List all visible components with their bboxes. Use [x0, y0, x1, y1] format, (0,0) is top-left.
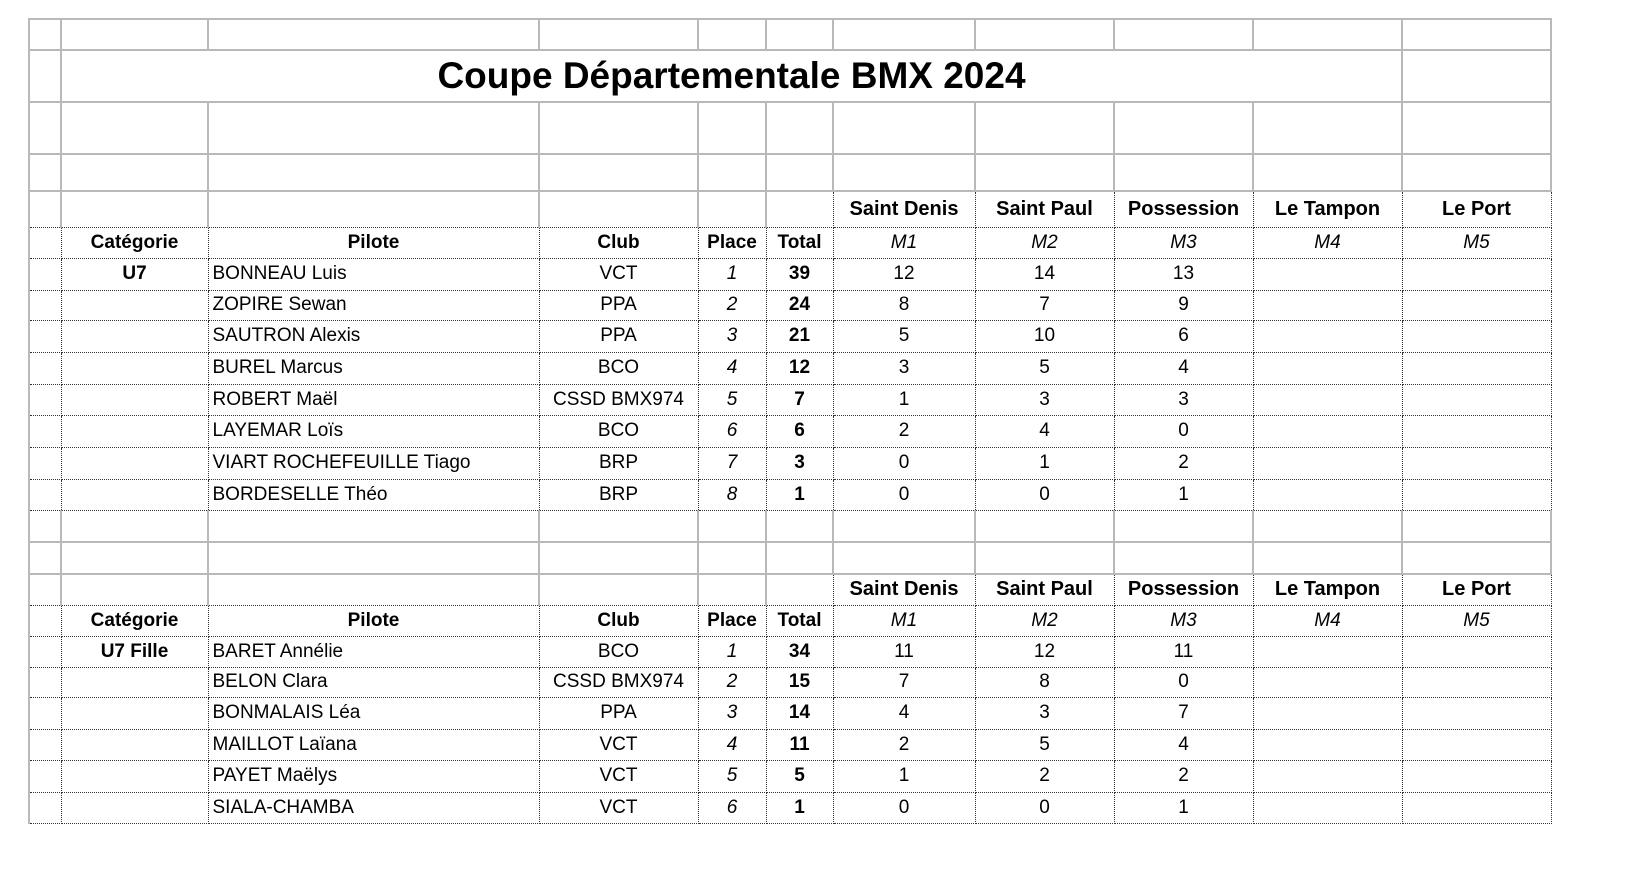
empty-cell[interactable]: [29, 729, 61, 760]
venue-row: [29, 191, 1551, 227]
empty-cell[interactable]: [29, 258, 61, 290]
empty-cell[interactable]: [29, 510, 61, 542]
empty-cell[interactable]: [766, 154, 833, 191]
empty-cell[interactable]: [539, 191, 698, 227]
club-cell[interactable]: BRP: [539, 447, 698, 479]
empty-cell[interactable]: [208, 19, 539, 50]
venue-header[interactable]: Le Port: [1402, 191, 1551, 227]
round-score-cell[interactable]: 9: [1114, 290, 1253, 320]
column-header-round[interactable]: M4: [1253, 227, 1402, 258]
category-cell[interactable]: [61, 667, 208, 697]
round-score-cell[interactable]: 3: [975, 697, 1114, 729]
category-cell[interactable]: U7: [61, 258, 208, 290]
place-cell[interactable]: 1: [698, 258, 766, 290]
empty-row: [29, 102, 1551, 154]
empty-cell[interactable]: [61, 102, 208, 154]
column-header-round[interactable]: M5: [1402, 227, 1551, 258]
rider-row: [29, 760, 1551, 792]
empty-cell[interactable]: [975, 102, 1114, 154]
place-cell[interactable]: 2: [698, 667, 766, 697]
round-score-cell[interactable]: 3: [833, 352, 975, 384]
place-cell[interactable]: 3: [698, 320, 766, 352]
empty-cell[interactable]: [29, 479, 61, 510]
round-score-cell[interactable]: [1253, 792, 1402, 823]
round-score-cell[interactable]: [1253, 290, 1402, 320]
round-score-cell[interactable]: [1253, 479, 1402, 510]
round-score-cell[interactable]: 7: [1114, 697, 1253, 729]
column-header-round[interactable]: M1: [833, 605, 975, 636]
empty-cell[interactable]: [208, 574, 539, 605]
round-score-cell[interactable]: 8: [975, 667, 1114, 697]
column-header-categorie[interactable]: Catégorie: [61, 605, 208, 636]
empty-cell[interactable]: [975, 154, 1114, 191]
empty-cell[interactable]: [29, 447, 61, 479]
round-score-cell[interactable]: 10: [975, 320, 1114, 352]
round-score-cell[interactable]: [1253, 352, 1402, 384]
club-cell[interactable]: VCT: [539, 258, 698, 290]
empty-cell[interactable]: [29, 154, 61, 191]
category-cell[interactable]: [61, 352, 208, 384]
round-score-cell[interactable]: 4: [1114, 352, 1253, 384]
empty-cell[interactable]: [766, 191, 833, 227]
empty-cell[interactable]: [208, 154, 539, 191]
round-score-cell[interactable]: [1402, 636, 1551, 667]
empty-cell[interactable]: [29, 191, 61, 227]
total-cell[interactable]: 24: [766, 290, 833, 320]
pilote-cell[interactable]: BUREL Marcus: [208, 352, 539, 384]
empty-cell[interactable]: [1402, 50, 1551, 102]
round-score-cell[interactable]: [1402, 479, 1551, 510]
round-score-cell[interactable]: 1: [1114, 479, 1253, 510]
round-score-cell[interactable]: 1: [833, 384, 975, 415]
empty-cell[interactable]: [29, 19, 61, 50]
venue-header[interactable]: Possession: [1114, 191, 1253, 227]
category-cell[interactable]: [61, 729, 208, 760]
table-body: [29, 19, 1551, 823]
total-cell[interactable]: 14: [766, 697, 833, 729]
empty-cell[interactable]: [29, 352, 61, 384]
empty-cell[interactable]: [1253, 510, 1402, 542]
round-score-cell[interactable]: [1402, 290, 1551, 320]
empty-cell[interactable]: [208, 542, 539, 574]
empty-cell[interactable]: [29, 697, 61, 729]
empty-cell[interactable]: [539, 574, 698, 605]
round-score-cell[interactable]: 12: [833, 258, 975, 290]
empty-cell[interactable]: [29, 792, 61, 823]
rider-row: [29, 667, 1551, 697]
empty-cell[interactable]: [29, 636, 61, 667]
empty-cell[interactable]: [1402, 102, 1551, 154]
empty-cell[interactable]: [539, 510, 698, 542]
pilote-cell[interactable]: SAUTRON Alexis: [208, 320, 539, 352]
place-cell[interactable]: 2: [698, 290, 766, 320]
club-cell[interactable]: PPA: [539, 697, 698, 729]
empty-cell[interactable]: [29, 574, 61, 605]
column-header-place[interactable]: Place: [698, 605, 766, 636]
rider-row: [29, 258, 1551, 290]
venue-header[interactable]: Saint Denis: [833, 191, 975, 227]
empty-cell[interactable]: [833, 154, 975, 191]
rider-row: [29, 447, 1551, 479]
empty-cell[interactable]: [698, 191, 766, 227]
empty-cell[interactable]: [29, 760, 61, 792]
venue-header[interactable]: Saint Paul: [975, 574, 1114, 605]
round-score-cell[interactable]: 11: [1114, 636, 1253, 667]
column-header-round[interactable]: M4: [1253, 605, 1402, 636]
empty-cell[interactable]: [29, 605, 61, 636]
column-header-pilote[interactable]: Pilote: [208, 605, 539, 636]
round-score-cell[interactable]: [1402, 258, 1551, 290]
round-score-cell[interactable]: [1402, 320, 1551, 352]
venue-header[interactable]: Le Tampon: [1253, 191, 1402, 227]
empty-cell[interactable]: [698, 154, 766, 191]
round-score-cell[interactable]: 3: [1114, 384, 1253, 415]
category-cell[interactable]: [61, 447, 208, 479]
empty-cell[interactable]: [1114, 154, 1253, 191]
total-cell[interactable]: 1: [766, 479, 833, 510]
empty-cell[interactable]: [1402, 510, 1551, 542]
category-cell[interactable]: [61, 760, 208, 792]
round-score-cell[interactable]: 2: [1114, 447, 1253, 479]
pilote-cell[interactable]: MAILLOT Laïana: [208, 729, 539, 760]
venue-header[interactable]: Saint Denis: [833, 574, 975, 605]
round-score-cell[interactable]: 2: [975, 760, 1114, 792]
column-header-round[interactable]: M3: [1114, 605, 1253, 636]
category-cell[interactable]: [61, 415, 208, 447]
round-score-cell[interactable]: 12: [975, 636, 1114, 667]
empty-row: [29, 510, 1551, 542]
column-header-club[interactable]: Club: [539, 605, 698, 636]
empty-cell[interactable]: [975, 510, 1114, 542]
round-score-cell[interactable]: [1402, 352, 1551, 384]
category-cell[interactable]: [61, 792, 208, 823]
rider-row: [29, 729, 1551, 760]
total-cell[interactable]: 15: [766, 667, 833, 697]
pilote-cell[interactable]: ROBERT Maël: [208, 384, 539, 415]
empty-cell[interactable]: [1253, 19, 1402, 50]
place-cell[interactable]: 4: [698, 729, 766, 760]
rider-row: [29, 320, 1551, 352]
empty-cell[interactable]: [1114, 19, 1253, 50]
empty-cell[interactable]: [1114, 102, 1253, 154]
club-cell[interactable]: PPA: [539, 320, 698, 352]
empty-cell[interactable]: [766, 510, 833, 542]
round-score-cell[interactable]: 0: [975, 479, 1114, 510]
empty-cell[interactable]: [833, 19, 975, 50]
category-cell[interactable]: [61, 697, 208, 729]
round-score-cell[interactable]: [1402, 384, 1551, 415]
column-header-place[interactable]: Place: [698, 227, 766, 258]
club-cell[interactable]: CSSD BMX974: [539, 384, 698, 415]
column-header-total[interactable]: Total: [766, 605, 833, 636]
empty-cell[interactable]: [61, 542, 208, 574]
empty-cell[interactable]: [975, 542, 1114, 574]
empty-cell[interactable]: [1402, 19, 1551, 50]
empty-cell[interactable]: [61, 191, 208, 227]
round-score-cell[interactable]: 4: [975, 415, 1114, 447]
empty-cell[interactable]: [698, 542, 766, 574]
empty-cell[interactable]: [766, 102, 833, 154]
round-score-cell[interactable]: 11: [833, 636, 975, 667]
pilote-cell[interactable]: BARET Annélie: [208, 636, 539, 667]
column-header-round[interactable]: M1: [833, 227, 975, 258]
column-header-round[interactable]: M3: [1114, 227, 1253, 258]
empty-cell[interactable]: [29, 415, 61, 447]
rider-row: [29, 290, 1551, 320]
round-score-cell[interactable]: 2: [833, 415, 975, 447]
total-cell[interactable]: 11: [766, 729, 833, 760]
place-cell[interactable]: 4: [698, 352, 766, 384]
venue-header[interactable]: Le Tampon: [1253, 574, 1402, 605]
empty-cell[interactable]: [766, 19, 833, 50]
round-score-cell[interactable]: 7: [833, 667, 975, 697]
empty-row: [29, 154, 1551, 191]
empty-cell[interactable]: [766, 574, 833, 605]
round-score-cell[interactable]: 7: [975, 290, 1114, 320]
total-cell[interactable]: 12: [766, 352, 833, 384]
pilote-cell[interactable]: PAYET Maëlys: [208, 760, 539, 792]
total-cell[interactable]: 1: [766, 792, 833, 823]
total-cell[interactable]: 6: [766, 415, 833, 447]
round-score-cell[interactable]: 2: [1114, 760, 1253, 792]
round-score-cell[interactable]: [1402, 667, 1551, 697]
empty-cell[interactable]: [29, 667, 61, 697]
round-score-cell[interactable]: [1253, 320, 1402, 352]
place-cell[interactable]: 8: [698, 479, 766, 510]
round-score-cell[interactable]: 0: [833, 447, 975, 479]
empty-cell[interactable]: [61, 574, 208, 605]
round-score-cell[interactable]: [1253, 760, 1402, 792]
empty-cell[interactable]: [833, 542, 975, 574]
place-cell[interactable]: 3: [698, 697, 766, 729]
empty-cell[interactable]: [208, 510, 539, 542]
empty-cell[interactable]: [29, 290, 61, 320]
round-score-cell[interactable]: [1253, 415, 1402, 447]
round-score-cell[interactable]: [1253, 697, 1402, 729]
venue-row: [29, 574, 1551, 605]
total-cell[interactable]: 3: [766, 447, 833, 479]
total-cell[interactable]: 39: [766, 258, 833, 290]
club-cell[interactable]: PPA: [539, 290, 698, 320]
rider-row: [29, 384, 1551, 415]
club-cell[interactable]: CSSD BMX974: [539, 667, 698, 697]
round-score-cell[interactable]: [1402, 760, 1551, 792]
total-cell[interactable]: 21: [766, 320, 833, 352]
round-score-cell[interactable]: 1: [1114, 792, 1253, 823]
round-score-cell[interactable]: [1253, 667, 1402, 697]
club-cell[interactable]: VCT: [539, 729, 698, 760]
pilote-cell[interactable]: BONMALAIS Léa: [208, 697, 539, 729]
round-score-cell[interactable]: 1: [833, 760, 975, 792]
empty-cell[interactable]: [766, 542, 833, 574]
empty-cell[interactable]: [698, 102, 766, 154]
column-header-categorie[interactable]: Catégorie: [61, 227, 208, 258]
pilote-cell[interactable]: BELON Clara: [208, 667, 539, 697]
empty-cell[interactable]: [539, 542, 698, 574]
empty-cell[interactable]: [29, 102, 61, 154]
round-score-cell[interactable]: 4: [833, 697, 975, 729]
column-header-round[interactable]: M2: [975, 227, 1114, 258]
rider-row: [29, 415, 1551, 447]
spreadsheet: [28, 18, 1552, 824]
title-row: [29, 50, 1551, 102]
club-cell[interactable]: BRP: [539, 479, 698, 510]
pilote-cell[interactable]: VIART ROCHEFEUILLE Tiago: [208, 447, 539, 479]
round-score-cell[interactable]: 6: [1114, 320, 1253, 352]
round-score-cell[interactable]: [1253, 384, 1402, 415]
empty-cell[interactable]: [29, 50, 61, 102]
empty-cell[interactable]: [61, 154, 208, 191]
round-score-cell[interactable]: [1402, 447, 1551, 479]
venue-header[interactable]: Saint Paul: [975, 191, 1114, 227]
place-cell[interactable]: 6: [698, 415, 766, 447]
column-header-total[interactable]: Total: [766, 227, 833, 258]
empty-cell[interactable]: [1114, 510, 1253, 542]
round-score-cell[interactable]: 0: [833, 479, 975, 510]
club-cell[interactable]: VCT: [539, 760, 698, 792]
empty-row: [29, 542, 1551, 574]
rider-row: [29, 636, 1551, 667]
category-cell[interactable]: [61, 384, 208, 415]
pilote-cell[interactable]: BORDESELLE Théo: [208, 479, 539, 510]
empty-cell[interactable]: [208, 191, 539, 227]
empty-cell[interactable]: [1402, 542, 1551, 574]
club-cell[interactable]: VCT: [539, 792, 698, 823]
round-score-cell[interactable]: 0: [975, 792, 1114, 823]
round-score-cell[interactable]: 4: [1114, 729, 1253, 760]
round-score-cell[interactable]: 0: [833, 792, 975, 823]
category-cell[interactable]: [61, 290, 208, 320]
empty-cell[interactable]: [1253, 542, 1402, 574]
club-cell[interactable]: BCO: [539, 352, 698, 384]
empty-cell[interactable]: [833, 102, 975, 154]
place-cell[interactable]: 5: [698, 384, 766, 415]
empty-cell[interactable]: [1253, 102, 1402, 154]
empty-cell[interactable]: [833, 510, 975, 542]
venue-header[interactable]: Le Port: [1402, 574, 1551, 605]
round-score-cell[interactable]: 5: [975, 352, 1114, 384]
empty-cell[interactable]: [1253, 154, 1402, 191]
empty-cell[interactable]: [698, 510, 766, 542]
column-header-round[interactable]: M2: [975, 605, 1114, 636]
round-score-cell[interactable]: [1402, 415, 1551, 447]
empty-cell[interactable]: [29, 227, 61, 258]
total-cell[interactable]: 5: [766, 760, 833, 792]
empty-cell[interactable]: [61, 510, 208, 542]
place-cell[interactable]: 1: [698, 636, 766, 667]
round-score-cell[interactable]: 2: [833, 729, 975, 760]
empty-cell[interactable]: [29, 384, 61, 415]
column-header-pilote[interactable]: Pilote: [208, 227, 539, 258]
empty-cell[interactable]: [208, 102, 539, 154]
round-score-cell[interactable]: 1: [975, 447, 1114, 479]
round-score-cell[interactable]: 5: [833, 320, 975, 352]
empty-cell[interactable]: [698, 19, 766, 50]
pilote-cell[interactable]: SIALA-CHAMBA: [208, 792, 539, 823]
round-score-cell[interactable]: [1402, 729, 1551, 760]
round-score-cell[interactable]: [1253, 636, 1402, 667]
category-cell[interactable]: U7 Fille: [61, 636, 208, 667]
round-score-cell[interactable]: 8: [833, 290, 975, 320]
column-header-round[interactable]: M5: [1402, 605, 1551, 636]
venue-header[interactable]: Possession: [1114, 574, 1253, 605]
place-cell[interactable]: 6: [698, 792, 766, 823]
rider-row: [29, 352, 1551, 384]
round-score-cell[interactable]: [1402, 792, 1551, 823]
club-cell[interactable]: BCO: [539, 415, 698, 447]
place-cell[interactable]: 5: [698, 760, 766, 792]
pilote-cell[interactable]: BONNEAU Luis: [208, 258, 539, 290]
total-cell[interactable]: 7: [766, 384, 833, 415]
empty-cell[interactable]: [539, 102, 698, 154]
empty-cell[interactable]: [29, 542, 61, 574]
rider-row: [29, 697, 1551, 729]
empty-cell[interactable]: [539, 154, 698, 191]
rider-row: [29, 792, 1551, 823]
rider-row: [29, 479, 1551, 510]
empty-cell[interactable]: [539, 19, 698, 50]
empty-cell[interactable]: [1402, 154, 1551, 191]
empty-cell[interactable]: [1114, 542, 1253, 574]
page-title[interactable]: Coupe Départementale BMX 2024: [61, 50, 1402, 102]
category-cell[interactable]: [61, 320, 208, 352]
results-table: [28, 18, 1552, 824]
header-row: [29, 605, 1551, 636]
round-score-cell[interactable]: 0: [1114, 667, 1253, 697]
empty-cell[interactable]: [61, 19, 208, 50]
club-cell[interactable]: BCO: [539, 636, 698, 667]
round-score-cell[interactable]: 5: [975, 729, 1114, 760]
category-cell[interactable]: [61, 479, 208, 510]
empty-cell[interactable]: [975, 19, 1114, 50]
column-header-club[interactable]: Club: [539, 227, 698, 258]
empty-cell[interactable]: [698, 574, 766, 605]
total-cell[interactable]: 34: [766, 636, 833, 667]
round-score-cell[interactable]: 14: [975, 258, 1114, 290]
pilote-cell[interactable]: ZOPIRE Sewan: [208, 290, 539, 320]
round-score-cell[interactable]: 0: [1114, 415, 1253, 447]
header-row: [29, 227, 1551, 258]
round-score-cell[interactable]: [1253, 447, 1402, 479]
round-score-cell[interactable]: 13: [1114, 258, 1253, 290]
place-cell[interactable]: 7: [698, 447, 766, 479]
round-score-cell[interactable]: 3: [975, 384, 1114, 415]
round-score-cell[interactable]: [1253, 258, 1402, 290]
empty-cell[interactable]: [29, 320, 61, 352]
pilote-cell[interactable]: LAYEMAR Loïs: [208, 415, 539, 447]
round-score-cell[interactable]: [1253, 729, 1402, 760]
empty-row: [29, 19, 1551, 50]
round-score-cell[interactable]: [1402, 697, 1551, 729]
